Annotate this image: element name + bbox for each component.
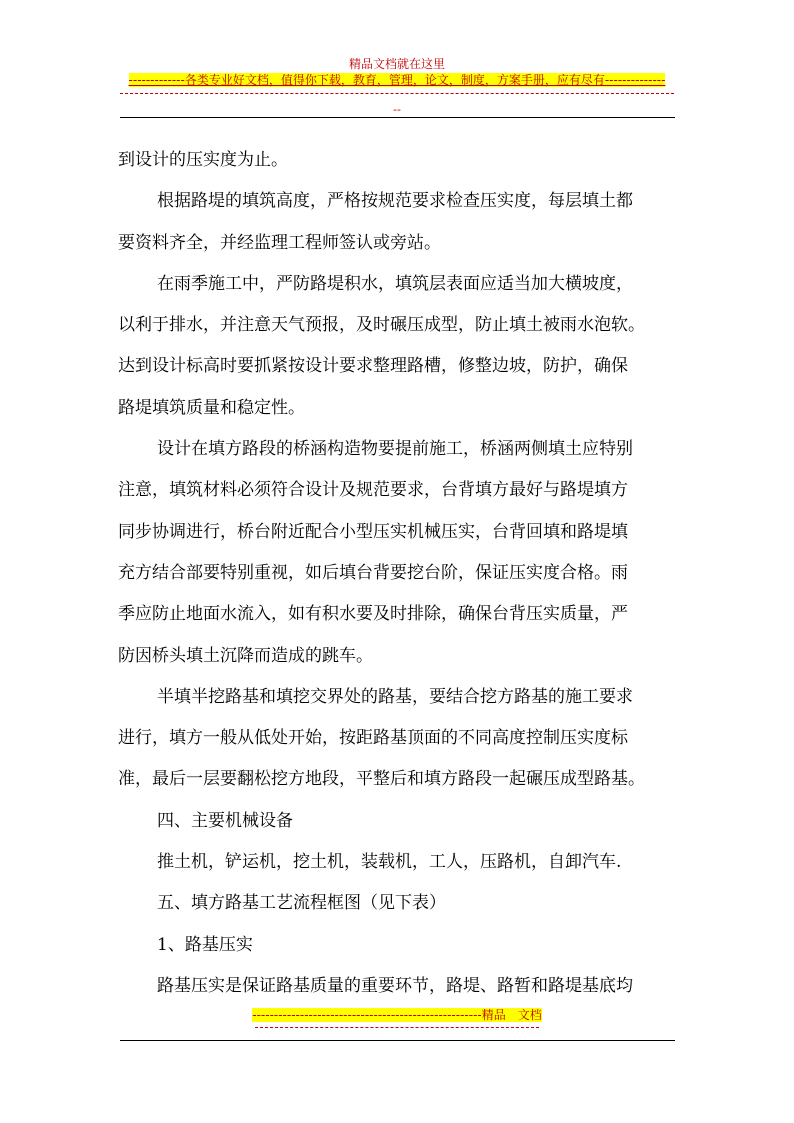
body-line: 注意，填筑材料必须符合设计及规范要求，台背填方最好与路堤填方 (118, 480, 628, 501)
body-line: 季应防止地面水流入，如有积水要及时排除，确保台背压实质量，严 (118, 604, 628, 625)
footer-banner (0, 1008, 794, 1023)
body-line: 设计在填方路段的桥涵构造物要提前施工，桥涵两侧填土应特别 (157, 439, 633, 460)
body-line: 达到设计标高时要抓紧按设计要求整理路槽，修整边坡，防护，确保 (118, 356, 628, 377)
body-line: 防因桥头填土沉降而造成的跳车。 (118, 645, 373, 666)
header-dash-tail: -- (393, 103, 401, 116)
header-rule (120, 117, 675, 118)
body-line: 到设计的压实度为止。 (118, 150, 288, 170)
body-line: 半填半挖路基和填挖交界处的路基，要结合挖方路基的施工要求 (157, 686, 633, 707)
body-line: 准，最后一层要翻松挖方地段，平整后和填方路段一起碾压成型路基。 (118, 769, 645, 790)
subsection-heading: 1、路基压实 (157, 934, 253, 955)
body-line: 路堤填筑质量和稳定性。 (118, 397, 305, 418)
body-line: 进行，填方一般从低处开始，按距路基顶面的不同高度控制压实度标 (118, 728, 628, 749)
header-dashed-divider (120, 93, 674, 94)
body-line: 以利于排水，并注意天气预报，及时碾压成型，防止填土被雨水泡软。 (118, 315, 645, 336)
body-line: 要资料齐全，并经监理工程师签认或旁站。 (118, 232, 441, 253)
body-line: 充方结合部要特别重视，如后填台背要挖台阶，保证压实度合格。雨 (118, 562, 628, 583)
document-body (118, 140, 680, 1007)
footer-banner-text: -----------------------------------------------------精品 文档 (252, 1008, 542, 1022)
header-banner (0, 73, 794, 88)
footer-rule (120, 1040, 675, 1041)
header-banner-text: -------------各类专业好文档，值得你下载，教育，管理，论文，制度，方案手册，应有尽有-------------- (128, 73, 666, 87)
body-line: 路基压实是保证路基质量的重要环节，路堤、路暂和路堤基底均 (157, 975, 633, 996)
body-line: 同步协调进行，桥台附近配合小型压实机械压实，台背回填和路堤填 (118, 521, 628, 542)
section-heading: 五、填方路基工艺流程框图（见下表） (157, 893, 446, 914)
section-heading: 四、主要机械设备 (157, 810, 293, 831)
footer-dashed-divider (255, 1027, 539, 1028)
body-line: 推土机，铲运机，挖土机，装载机，工人，压路机，自卸汽车. (157, 852, 622, 873)
header-title: 精品文档就在这里 (348, 57, 445, 71)
body-line: 在雨季施工中，严防路堤积水，填筑层表面应适当加大横坡度， (157, 273, 633, 294)
body-line: 根据路堤的填筑高度，严格按规范要求检查压实度，每层填土都 (157, 191, 633, 212)
